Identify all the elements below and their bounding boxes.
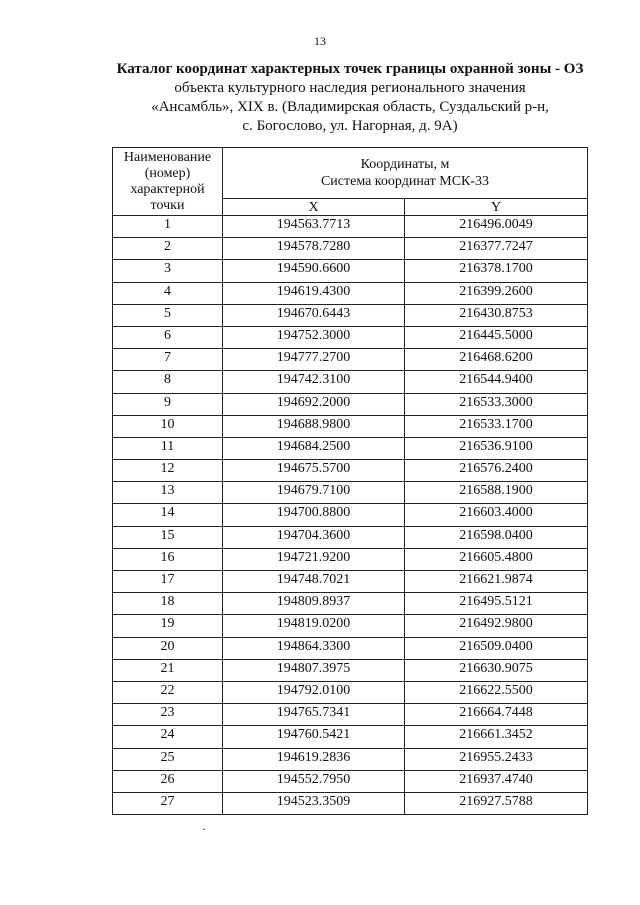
point-number-cell: 25 <box>113 748 223 770</box>
y-coordinate-cell: 216603.4000 <box>405 504 588 526</box>
x-coordinate-cell: 194552.7950 <box>223 770 405 792</box>
point-number-cell: 16 <box>113 548 223 570</box>
point-number-cell: 19 <box>113 615 223 637</box>
title-line-4: с. Богослово, ул. Нагорная, д. 9А) <box>242 118 458 134</box>
y-coordinate-cell: 216664.7448 <box>405 704 588 726</box>
point-number-cell: 21 <box>113 659 223 681</box>
point-number-cell: 14 <box>113 504 223 526</box>
point-number-cell: 15 <box>113 526 223 548</box>
table-row <box>113 726 588 748</box>
point-number-cell: 23 <box>113 704 223 726</box>
table-row <box>113 460 588 482</box>
point-number-cell: 3 <box>113 260 223 282</box>
x-coordinate-cell: 194679.7100 <box>223 482 405 504</box>
point-number-cell: 10 <box>113 415 223 437</box>
y-coordinate-cell: 216598.0400 <box>405 526 588 548</box>
point-number-cell: 24 <box>113 726 223 748</box>
table-row <box>113 571 588 593</box>
point-number-cell: 5 <box>113 304 223 326</box>
x-coordinate-cell: 194819.0200 <box>223 615 405 637</box>
y-coordinate-cell: 216495.5121 <box>405 593 588 615</box>
x-coordinate-cell: 194578.7280 <box>223 238 405 260</box>
y-coordinate-cell: 216509.0400 <box>405 637 588 659</box>
y-coordinate-cell: 216927.5788 <box>405 792 588 814</box>
table-row <box>113 504 588 526</box>
y-coordinate-cell: 216544.9400 <box>405 371 588 393</box>
table-row <box>113 792 588 814</box>
x-coordinate-cell: 194777.2700 <box>223 349 405 371</box>
y-coordinate-cell: 216630.9075 <box>405 659 588 681</box>
x-coordinate-cell: 194563.7713 <box>223 216 405 238</box>
point-number-cell: 26 <box>113 770 223 792</box>
table-row <box>113 326 588 348</box>
y-coordinate-cell: 216661.3452 <box>405 726 588 748</box>
point-number-cell: 1 <box>113 216 223 238</box>
x-coordinate-cell: 194765.7341 <box>223 704 405 726</box>
x-coordinate-cell: 194684.2500 <box>223 437 405 459</box>
point-name-header <box>113 148 223 216</box>
x-coordinate-cell: 194670.6443 <box>223 304 405 326</box>
x-coordinate-cell: 194619.4300 <box>223 282 405 304</box>
point-number-cell: 9 <box>113 393 223 415</box>
x-coordinate-cell: 194864.3300 <box>223 637 405 659</box>
table-row <box>113 637 588 659</box>
document-title <box>100 60 600 136</box>
x-coordinate-cell: 194742.3100 <box>223 371 405 393</box>
point-number-cell: 2 <box>113 238 223 260</box>
coordinate-system-label: Система координат МСК-33 <box>320 174 490 189</box>
point-number-cell: 27 <box>113 792 223 814</box>
x-coordinate-cell: 194700.8800 <box>223 504 405 526</box>
title-line-2: объекта культурного наследия регионального значения <box>174 80 526 96</box>
y-coordinate-cell: 216576.2400 <box>405 460 588 482</box>
x-coordinate-cell: 194748.7021 <box>223 571 405 593</box>
y-coordinate-cell: 216588.1900 <box>405 482 588 504</box>
point-name-header-line: Наименование <box>123 149 212 165</box>
x-coordinate-cell: 194619.2836 <box>223 748 405 770</box>
table-body <box>113 216 588 815</box>
table-row <box>113 437 588 459</box>
x-coordinate-cell: 194692.2000 <box>223 393 405 415</box>
table-row <box>113 748 588 770</box>
x-coordinate-cell: 194760.5421 <box>223 726 405 748</box>
table-row <box>113 349 588 371</box>
table-row <box>113 415 588 437</box>
x-column-header: X <box>223 199 405 216</box>
point-number-cell: 12 <box>113 460 223 482</box>
table-row <box>113 371 588 393</box>
point-number-cell: 11 <box>113 437 223 459</box>
title-line-1: Каталог координат характерных точек границы охранной зоны - ОЗ <box>116 61 584 77</box>
x-coordinate-cell: 194792.0100 <box>223 681 405 703</box>
table-row <box>113 304 588 326</box>
table-row <box>113 216 588 238</box>
table-row <box>113 282 588 304</box>
x-coordinate-cell: 194675.5700 <box>223 460 405 482</box>
title-line-3: «Ансамбль», XIX в. (Владимирская область, Суздальский р-н, <box>151 99 549 115</box>
x-coordinate-cell: 194688.9800 <box>223 415 405 437</box>
coordinates-header-units: Координаты, м <box>360 157 450 172</box>
x-coordinate-cell: 194590.6600 <box>223 260 405 282</box>
point-number-cell: 4 <box>113 282 223 304</box>
point-number-cell: 17 <box>113 571 223 593</box>
y-coordinate-cell: 216937.4740 <box>405 770 588 792</box>
table-row <box>113 393 588 415</box>
table-row <box>113 238 588 260</box>
point-name-header-line: (номер) <box>144 165 191 181</box>
coordinates-header <box>223 148 588 199</box>
y-coordinate-cell: 216468.6200 <box>405 349 588 371</box>
scan-mark: · <box>202 822 206 836</box>
table-row <box>113 260 588 282</box>
table-row <box>113 482 588 504</box>
y-coordinate-cell: 216377.7247 <box>405 238 588 260</box>
x-coordinate-cell: 194807.3975 <box>223 659 405 681</box>
point-number-cell: 8 <box>113 371 223 393</box>
y-coordinate-cell: 216533.3000 <box>405 393 588 415</box>
point-number-cell: 18 <box>113 593 223 615</box>
y-coordinate-cell: 216536.9100 <box>405 437 588 459</box>
table-row <box>113 681 588 703</box>
table-row <box>113 704 588 726</box>
point-number-cell: 7 <box>113 349 223 371</box>
y-column-header: Y <box>405 199 588 216</box>
y-coordinate-cell: 216445.5000 <box>405 326 588 348</box>
y-coordinate-cell: 216533.1700 <box>405 415 588 437</box>
y-coordinate-cell: 216430.8753 <box>405 304 588 326</box>
y-coordinate-cell: 216605.4800 <box>405 548 588 570</box>
x-coordinate-cell: 194721.9200 <box>223 548 405 570</box>
table-row <box>113 548 588 570</box>
y-coordinate-cell: 216496.0049 <box>405 216 588 238</box>
point-name-header-line: точки <box>150 197 185 213</box>
point-number-cell: 13 <box>113 482 223 504</box>
y-coordinate-cell: 216622.5500 <box>405 681 588 703</box>
point-number-cell: 22 <box>113 681 223 703</box>
table-row <box>113 593 588 615</box>
y-coordinate-cell: 216492.9800 <box>405 615 588 637</box>
table-row <box>113 615 588 637</box>
x-coordinate-cell: 194809.8937 <box>223 593 405 615</box>
x-coordinate-cell: 194523.3509 <box>223 792 405 814</box>
point-number-cell: 20 <box>113 637 223 659</box>
x-coordinate-cell: 194704.3600 <box>223 526 405 548</box>
page-number: 13 <box>314 34 326 48</box>
table-row <box>113 659 588 681</box>
table-row <box>113 526 588 548</box>
y-coordinate-cell: 216399.2600 <box>405 282 588 304</box>
x-coordinate-cell: 194752.3000 <box>223 326 405 348</box>
table-row <box>113 770 588 792</box>
point-name-header-line: характерной <box>130 181 205 197</box>
point-number-cell: 6 <box>113 326 223 348</box>
y-coordinate-cell: 216955.2433 <box>405 748 588 770</box>
y-coordinate-cell: 216621.9874 <box>405 571 588 593</box>
y-coordinate-cell: 216378.1700 <box>405 260 588 282</box>
coordinates-table <box>112 147 588 815</box>
